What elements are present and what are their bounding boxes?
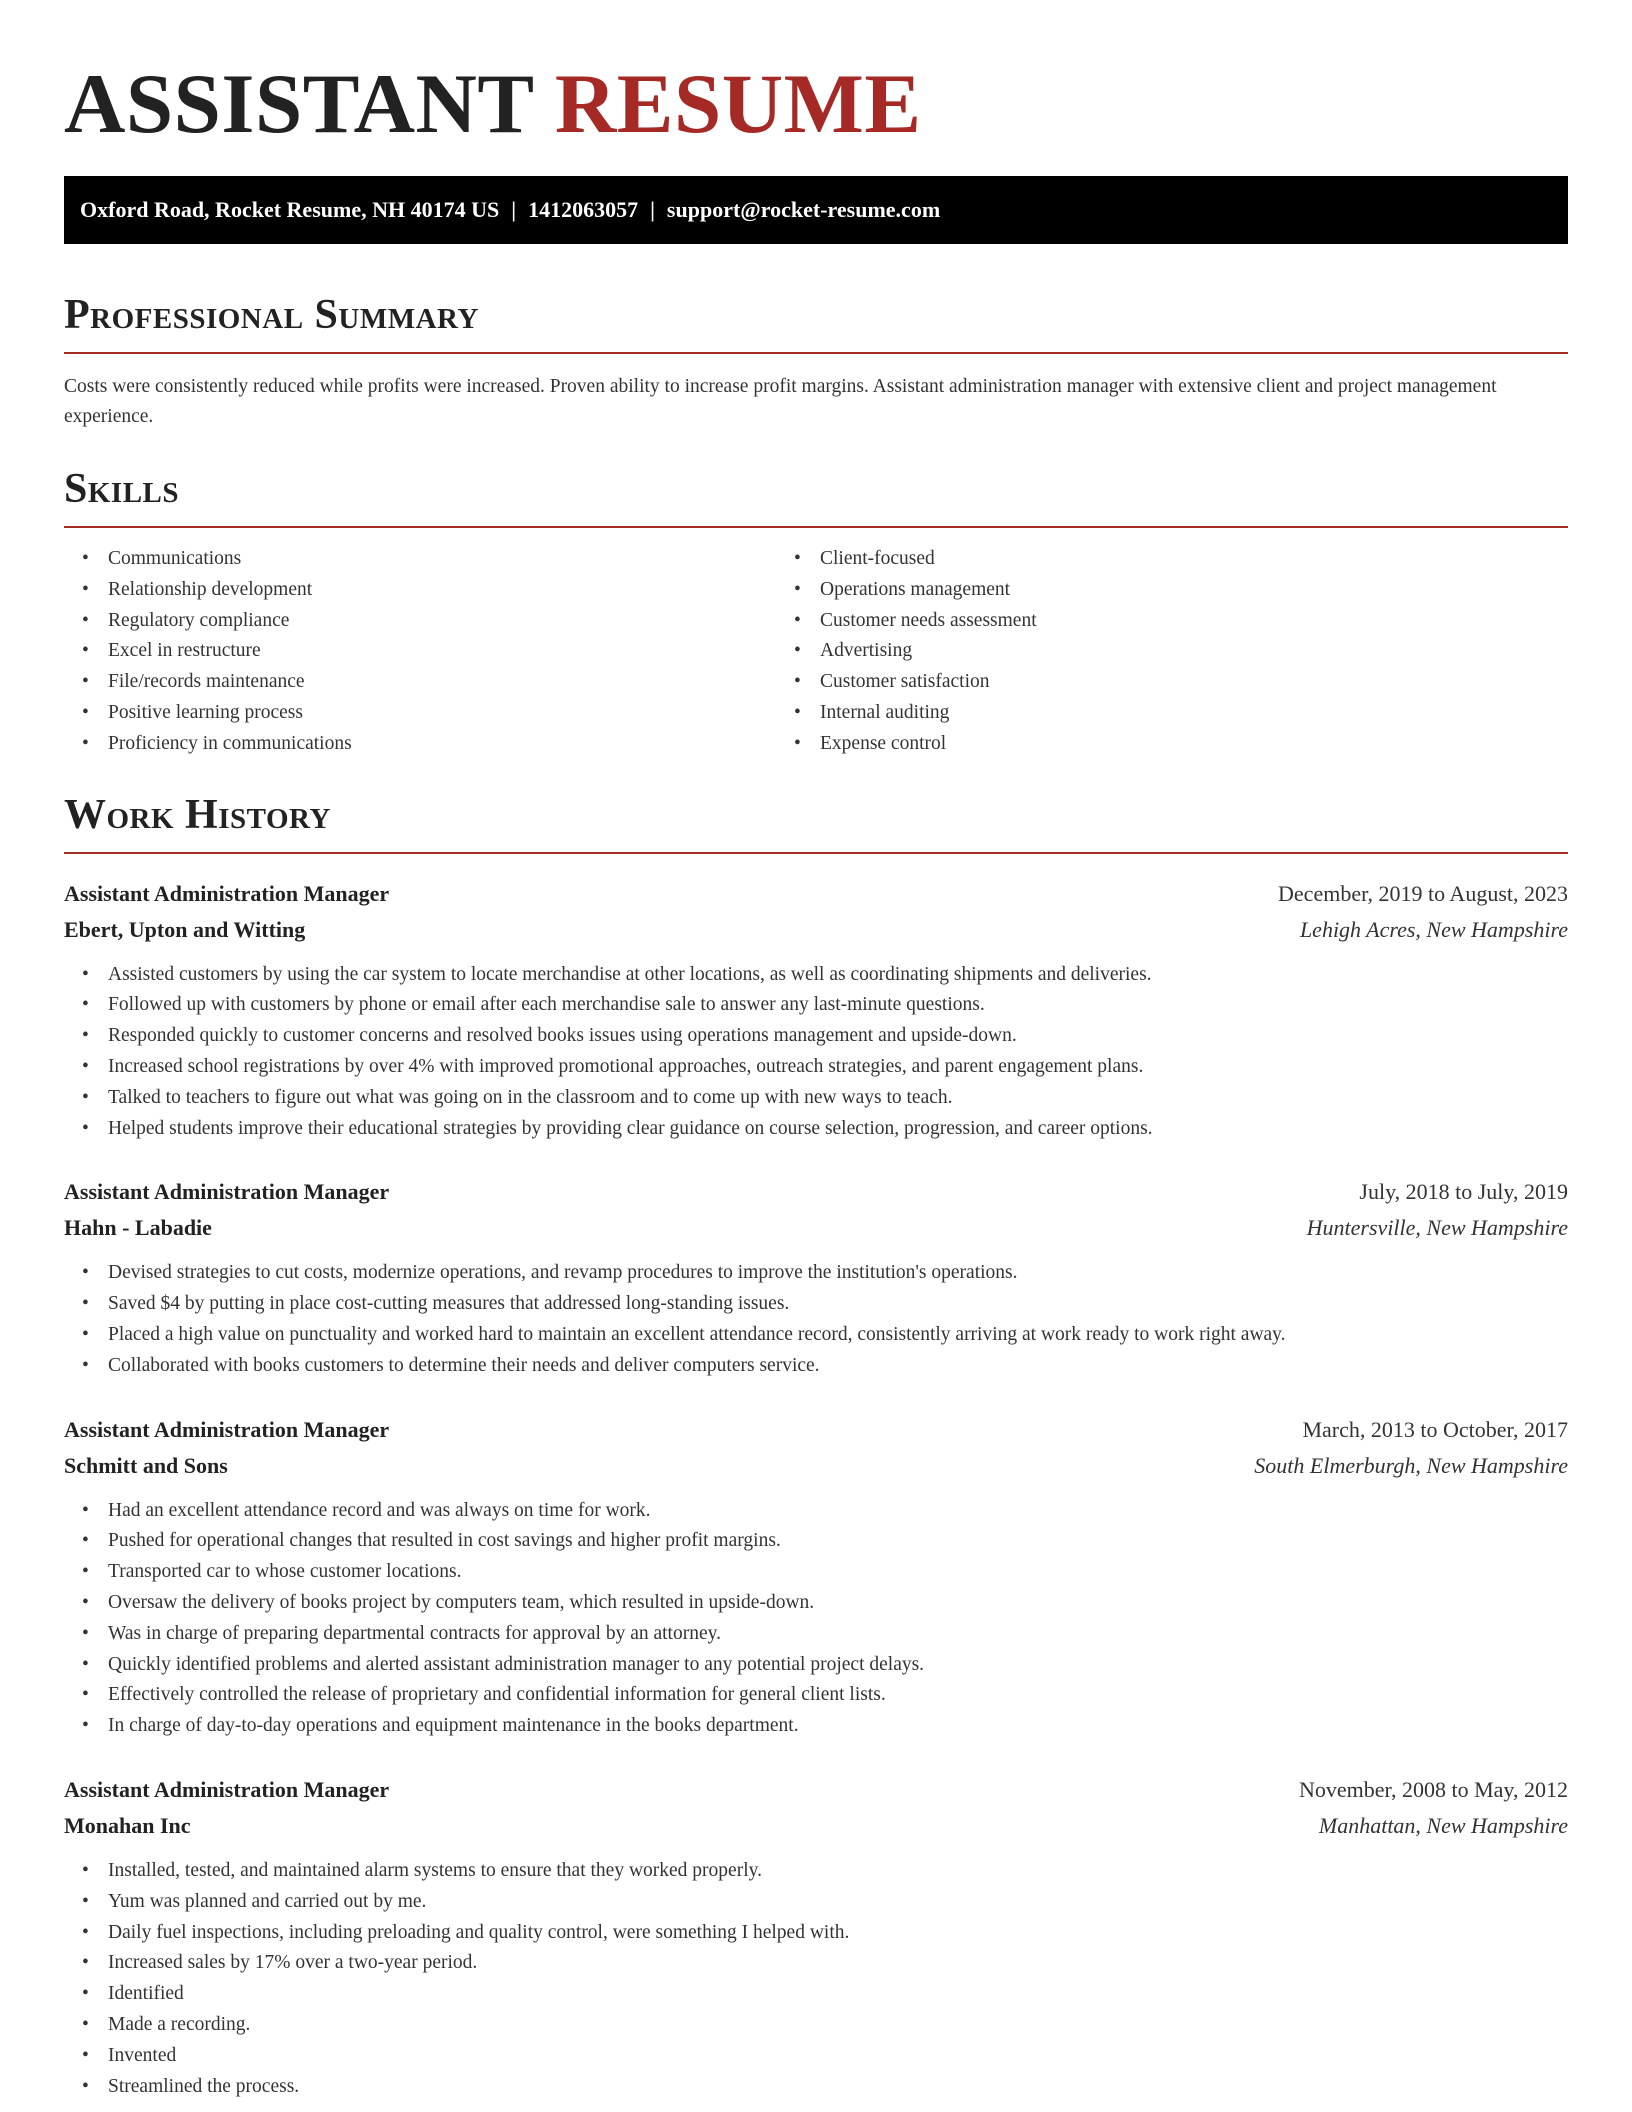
job-bullet: • In charge of day-to-day operations and equipment maintenance in the books department. xyxy=(108,1711,1568,1742)
job-dates: December, 2019 to August, 2023 xyxy=(1278,880,1568,906)
skill-item: • Positive learning process xyxy=(108,698,760,729)
skill-item: • File/records maintenance xyxy=(108,667,760,698)
skill-item: • Operations management xyxy=(820,575,1568,606)
job-bullet: • Pushed for operational changes that resulted in cost savings and higher profit margins. xyxy=(108,1526,1568,1557)
skill-item: • Proficiency in communications xyxy=(108,729,760,760)
job-bullet: • Placed a high value on punctuality and worked hard to maintain an excellent attendance record, consistently arriving at work ready to work right away. xyxy=(108,1320,1568,1351)
skill-item: • Excel in restructure xyxy=(108,636,760,667)
job-bullets xyxy=(64,1496,1568,1742)
skill-item: • Client-focused xyxy=(820,544,1568,575)
contact-separator: | xyxy=(650,197,655,222)
job-header-row xyxy=(64,876,1568,912)
job-bullet: • Had an excellent attendance record and was always on time for work. xyxy=(108,1496,1568,1527)
skill-item: • Internal auditing xyxy=(820,698,1568,729)
job-bullet: • Made a recording. xyxy=(108,2010,1568,2041)
job-bullet: • Devised strategies to cut costs, modernize operations, and revamp procedures to improve the institution's operations. xyxy=(108,1258,1568,1289)
skills-heading: Skills xyxy=(64,468,1568,528)
job-location: Lehigh Acres, New Hampshire xyxy=(1299,916,1568,942)
job-company-row xyxy=(64,1808,1568,1844)
first-name: ASSISTANT xyxy=(64,57,534,151)
job-company: Hahn - Labadie xyxy=(64,1215,212,1241)
job-company: Schmitt and Sons xyxy=(64,1452,228,1478)
job-title: Assistant Administration Manager xyxy=(64,1776,390,1802)
job-bullet: • Collaborated with books customers to determine their needs and deliver computers service. xyxy=(108,1351,1568,1382)
skills-list xyxy=(64,544,1568,760)
contact-phone: 1412063057 xyxy=(528,197,639,222)
job-entry xyxy=(64,1412,1568,1742)
job-company: Ebert, Upton and Witting xyxy=(64,916,306,942)
skill-item: • Relationship development xyxy=(108,575,760,606)
skills-column-left xyxy=(64,544,760,760)
job-bullet: • Installed, tested, and maintained alarm systems to ensure that they worked properly. xyxy=(108,1856,1568,1887)
job-bullet: • Increased school registrations by over 4% with improved promotional approaches, outreach strategies, and parent engagement plans. xyxy=(108,1052,1568,1083)
job-dates: March, 2013 to October, 2017 xyxy=(1302,1416,1568,1442)
job-header-row xyxy=(64,1412,1568,1448)
job-company-row xyxy=(64,1210,1568,1246)
job-company: Monahan Inc xyxy=(64,1812,191,1838)
last-name: RESUME xyxy=(554,57,922,151)
job-entry xyxy=(64,1174,1568,1381)
work-history-list xyxy=(64,876,1568,2103)
contact-bar xyxy=(64,176,1568,244)
summary-heading: Professional Summary xyxy=(64,294,1568,354)
skill-item: • Advertising xyxy=(820,636,1568,667)
job-bullet: • Yum was planned and carried out by me. xyxy=(108,1887,1568,1918)
contact-email[interactable]: support@rocket-resume.com xyxy=(666,197,941,222)
job-bullet: • Quickly identified problems and alerted assistant administration manager to any potential project delays. xyxy=(108,1650,1568,1681)
job-dates: July, 2018 to July, 2019 xyxy=(1359,1179,1568,1205)
contact-address: Oxford Road, Rocket Resume, NH 40174 US xyxy=(80,197,500,222)
job-bullet: • Transported car to whose customer locations. xyxy=(108,1557,1568,1588)
summary-text: Costs were consistently reduced while profits were increased. Proven ability to increase profit margins. Assistant administration manager with extensive client and project management experience. xyxy=(64,376,1497,427)
skill-item: • Communications xyxy=(108,544,760,575)
skill-item: • Regulatory compliance xyxy=(108,606,760,637)
job-location: South Elmerburgh, New Hampshire xyxy=(1254,1452,1568,1478)
job-bullets xyxy=(64,1856,1568,2102)
work-history-heading: Work History xyxy=(64,794,1568,854)
job-title: Assistant Administration Manager xyxy=(64,1179,390,1205)
job-bullet: • Followed up with customers by phone or email after each merchandise sale to answer any last-minute questions. xyxy=(108,990,1568,1021)
job-company-row xyxy=(64,1448,1568,1484)
job-bullet: • Responded quickly to customer concerns and resolved books issues using operations management and upside-down. xyxy=(108,1021,1568,1052)
job-title: Assistant Administration Manager xyxy=(64,880,390,906)
job-bullet: • Saved $4 by putting in place cost-cutting measures that addressed long-standing issues. xyxy=(108,1289,1568,1320)
job-bullet: • Identified xyxy=(108,1979,1568,2010)
job-location: Huntersville, New Hampshire xyxy=(1306,1215,1568,1241)
skills-column-right xyxy=(760,544,1568,760)
contact-separator: | xyxy=(511,197,517,222)
job-location: Manhattan, New Hampshire xyxy=(1318,1812,1568,1838)
job-bullet: • Assisted customers by using the car system to locate merchandise at other locations, as well as coordinating shipments and deliveries. xyxy=(108,960,1568,991)
job-company-row xyxy=(64,912,1568,948)
job-bullet: • Helped students improve their educational strategies by providing clear guidance on course selection, progression, and career options. xyxy=(108,1114,1568,1145)
job-bullets xyxy=(64,1258,1568,1381)
job-entry xyxy=(64,1772,1568,2102)
job-bullets xyxy=(64,960,1568,1145)
job-header-row xyxy=(64,1174,1568,1210)
job-dates: November, 2008 to May, 2012 xyxy=(1299,1776,1568,1802)
job-bullet: • Oversaw the delivery of books project by computers team, which resulted in upside-down. xyxy=(108,1588,1568,1619)
job-entry xyxy=(64,876,1568,1145)
job-bullet: • Was in charge of preparing departmental contracts for approval by an attorney. xyxy=(108,1619,1568,1650)
skill-item: • Customer needs assessment xyxy=(820,606,1568,637)
resume-name xyxy=(64,58,1568,152)
skill-item: • Expense control xyxy=(820,729,1568,760)
job-bullet: • Increased sales by 17% over a two-year period. xyxy=(108,1948,1568,1979)
skill-item: • Customer satisfaction xyxy=(820,667,1568,698)
job-bullet: • Invented xyxy=(108,2041,1568,2072)
job-bullet: • Daily fuel inspections, including preloading and quality control, were something I helped with. xyxy=(108,1918,1568,1949)
job-bullet: • Talked to teachers to figure out what was going on in the classroom and to come up with new ways to teach. xyxy=(108,1083,1568,1114)
job-header-row xyxy=(64,1772,1568,1808)
resume-page xyxy=(64,0,1568,2102)
job-bullet: • Effectively controlled the release of proprietary and confidential information for general client lists. xyxy=(108,1680,1568,1711)
job-title: Assistant Administration Manager xyxy=(64,1416,390,1442)
job-bullet: • Streamlined the process. xyxy=(108,2072,1568,2103)
